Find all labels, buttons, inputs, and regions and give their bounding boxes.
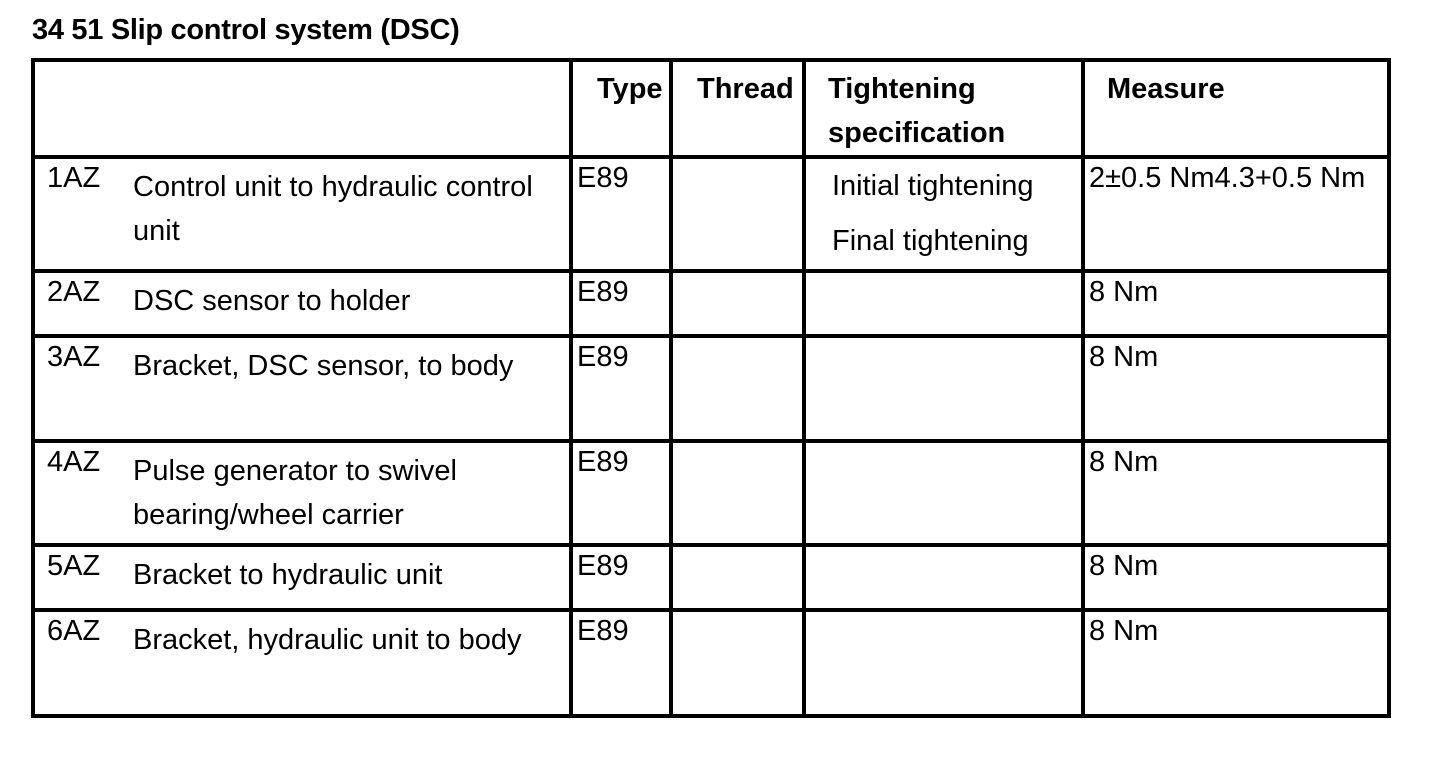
description-wrap <box>35 159 569 253</box>
cell-description <box>33 610 571 716</box>
header-thread: Thread <box>671 60 804 157</box>
cell-measure <box>1083 441 1389 545</box>
cell-thread <box>671 157 804 271</box>
tightening-step: Initial tightening <box>832 170 1034 202</box>
cell-measure <box>1083 545 1389 610</box>
table-header-row <box>33 60 1389 157</box>
cell-description <box>33 157 571 271</box>
cell-tightening <box>804 610 1083 716</box>
item-code: 1AZ <box>47 162 101 194</box>
cell-thread <box>671 271 804 336</box>
cell-type <box>571 441 671 545</box>
cell-thread <box>671 441 804 545</box>
description-wrap <box>35 338 569 388</box>
description-wrap <box>35 547 569 597</box>
table-row <box>33 157 1389 271</box>
item-code: 6AZ <box>47 615 101 647</box>
type-value: E89 <box>577 446 629 478</box>
header-type: Type <box>571 60 671 157</box>
cell-thread <box>671 545 804 610</box>
item-code: 3AZ <box>47 341 101 373</box>
type-value: E89 <box>577 276 629 308</box>
cell-thread <box>671 336 804 441</box>
cell-tightening <box>804 545 1083 610</box>
description-wrap <box>35 273 569 323</box>
table-row <box>33 271 1389 336</box>
cell-type <box>571 610 671 716</box>
description-wrap <box>35 443 569 537</box>
cell-type <box>571 545 671 610</box>
measure-value: 8 Nm <box>1089 276 1159 308</box>
header-tightening: Tightening specification <box>804 60 1083 157</box>
tightening-step: Final tightening <box>832 225 1029 257</box>
measure-value: 8 Nm <box>1089 341 1159 373</box>
measure-value: 8 Nm <box>1089 446 1159 478</box>
measure-value: 8 Nm <box>1089 550 1159 582</box>
item-description: Control unit to hydraulic control unit <box>133 171 533 247</box>
cell-description <box>33 545 571 610</box>
torque-spec-table <box>31 58 1391 718</box>
description-wrap <box>35 612 569 662</box>
item-code: 5AZ <box>47 550 101 582</box>
cell-description <box>33 441 571 545</box>
item-description: Bracket to hydraulic unit <box>133 559 443 591</box>
type-value: E89 <box>577 162 629 194</box>
cell-description <box>33 336 571 441</box>
measure-value: 2±0.5 Nm4.3+0.5 Nm <box>1089 162 1366 194</box>
table-row <box>33 545 1389 610</box>
document-title: 34 51 Slip control system (DSC) <box>32 14 460 46</box>
cell-measure <box>1083 157 1389 271</box>
type-value: E89 <box>577 341 629 373</box>
cell-tightening <box>804 271 1083 336</box>
item-code: 4AZ <box>47 446 101 478</box>
header-measure: Measure <box>1083 60 1389 157</box>
table-row <box>33 610 1389 716</box>
type-value: E89 <box>577 550 629 582</box>
cell-type <box>571 271 671 336</box>
cell-description <box>33 271 571 336</box>
cell-tightening <box>804 336 1083 441</box>
cell-thread <box>671 610 804 716</box>
measure-value: 8 Nm <box>1089 615 1159 647</box>
cell-measure <box>1083 336 1389 441</box>
table-body <box>33 60 1389 716</box>
item-description: Bracket, hydraulic unit to body <box>133 624 522 656</box>
item-description: Bracket, DSC sensor, to body <box>133 350 514 382</box>
cell-type <box>571 157 671 271</box>
item-description: DSC sensor to holder <box>133 285 411 317</box>
cell-tightening <box>804 157 1083 271</box>
cell-measure <box>1083 610 1389 716</box>
table-row <box>33 441 1389 545</box>
cell-tightening <box>804 441 1083 545</box>
cell-measure <box>1083 271 1389 336</box>
item-description: Pulse generator to swivel bearing/wheel carrier <box>133 455 457 531</box>
cell-type <box>571 336 671 441</box>
header-description <box>33 60 571 157</box>
item-code: 2AZ <box>47 276 101 308</box>
table-row <box>33 336 1389 441</box>
type-value: E89 <box>577 615 629 647</box>
